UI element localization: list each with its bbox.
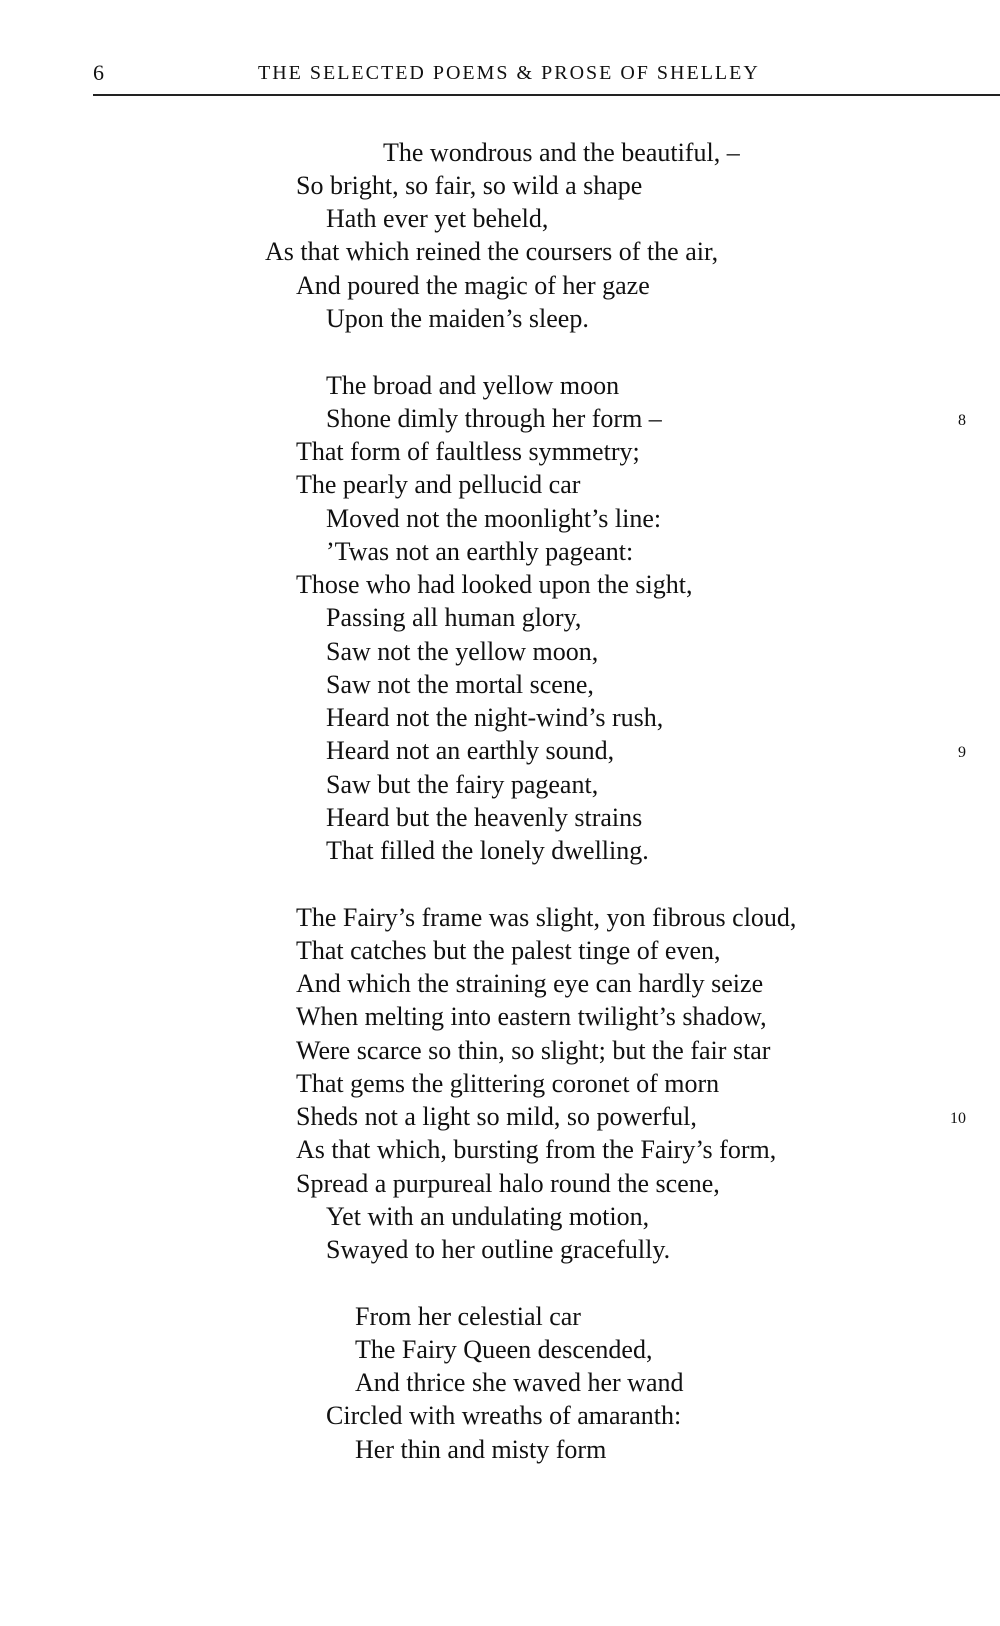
poem-line: Heard not the night-wind’s rush,: [326, 703, 664, 732]
line-number: 8: [958, 412, 966, 429]
poem-line: Swayed to her outline gracefully.: [326, 1235, 671, 1264]
poem-line: That filled the lonely dwelling.: [326, 836, 649, 865]
poem-line: The pearly and pellucid car: [296, 470, 581, 499]
poem-line: ’Twas not an earthly pageant:: [326, 537, 634, 566]
poem-line: And thrice she waved her wand: [355, 1368, 684, 1397]
poem-line: When melting into eastern twilight’s shadow,: [296, 1002, 767, 1031]
line-number: 10: [950, 1110, 966, 1127]
poem-line: As that which reined the coursers of the air,: [265, 237, 719, 266]
poem-line: Upon the maiden’s sleep.: [326, 304, 589, 333]
poem-line: So bright, so fair, so wild a shape: [296, 171, 643, 200]
poem-line: From her celestial car: [355, 1302, 581, 1331]
poem-line: And which the straining eye can hardly seize: [296, 969, 764, 998]
poem-line: Saw not the mortal scene,: [326, 670, 594, 699]
poem-line: And poured the magic of her gaze: [296, 271, 650, 300]
poem-line: As that which, bursting from the Fairy’s form,: [296, 1135, 777, 1164]
poem-line: The Fairy’s frame was slight, yon fibrous cloud,: [296, 903, 797, 932]
poem-line: Moved not the moonlight’s line:: [326, 504, 662, 533]
poem-line: Hath ever yet beheld,: [326, 204, 549, 233]
poem-line: That catches but the palest tinge of even,: [296, 936, 721, 965]
poem-line: That gems the glittering coronet of morn: [296, 1069, 720, 1098]
poem-line: Shone dimly through her form –: [326, 404, 662, 433]
poem-line: Those who had looked upon the sight,: [296, 570, 693, 599]
page-number: 6: [93, 60, 104, 85]
poem-line: Yet with an undulating motion,: [326, 1202, 650, 1231]
poem-line: Her thin and misty form: [355, 1435, 607, 1464]
poem-line: Spread a purpureal halo round the scene,: [296, 1169, 720, 1198]
poem-line: Heard but the heavenly strains: [326, 803, 643, 832]
poem-line: The Fairy Queen descended,: [355, 1335, 653, 1364]
poem-line: Saw not the yellow moon,: [326, 637, 599, 666]
poem-line: Passing all human glory,: [326, 603, 582, 632]
running-title: THE SELECTED POEMS & PROSE OF SHELLEY: [258, 62, 760, 84]
poem-line: The broad and yellow moon: [326, 371, 620, 400]
poem-line: Heard not an earthly sound,: [326, 736, 615, 765]
poem-line: Were scarce so thin, so slight; but the fair star: [296, 1036, 771, 1065]
poem-line: Sheds not a light so mild, so powerful,: [296, 1102, 697, 1131]
poem-line: Circled with wreaths of amaranth:: [326, 1401, 682, 1430]
poem-line: That form of faultless symmetry;: [296, 437, 640, 466]
poem-line: The wondrous and the beautiful, –: [383, 138, 740, 167]
poem-line: Saw but the fairy pageant,: [326, 770, 599, 799]
line-number: 9: [958, 744, 966, 761]
